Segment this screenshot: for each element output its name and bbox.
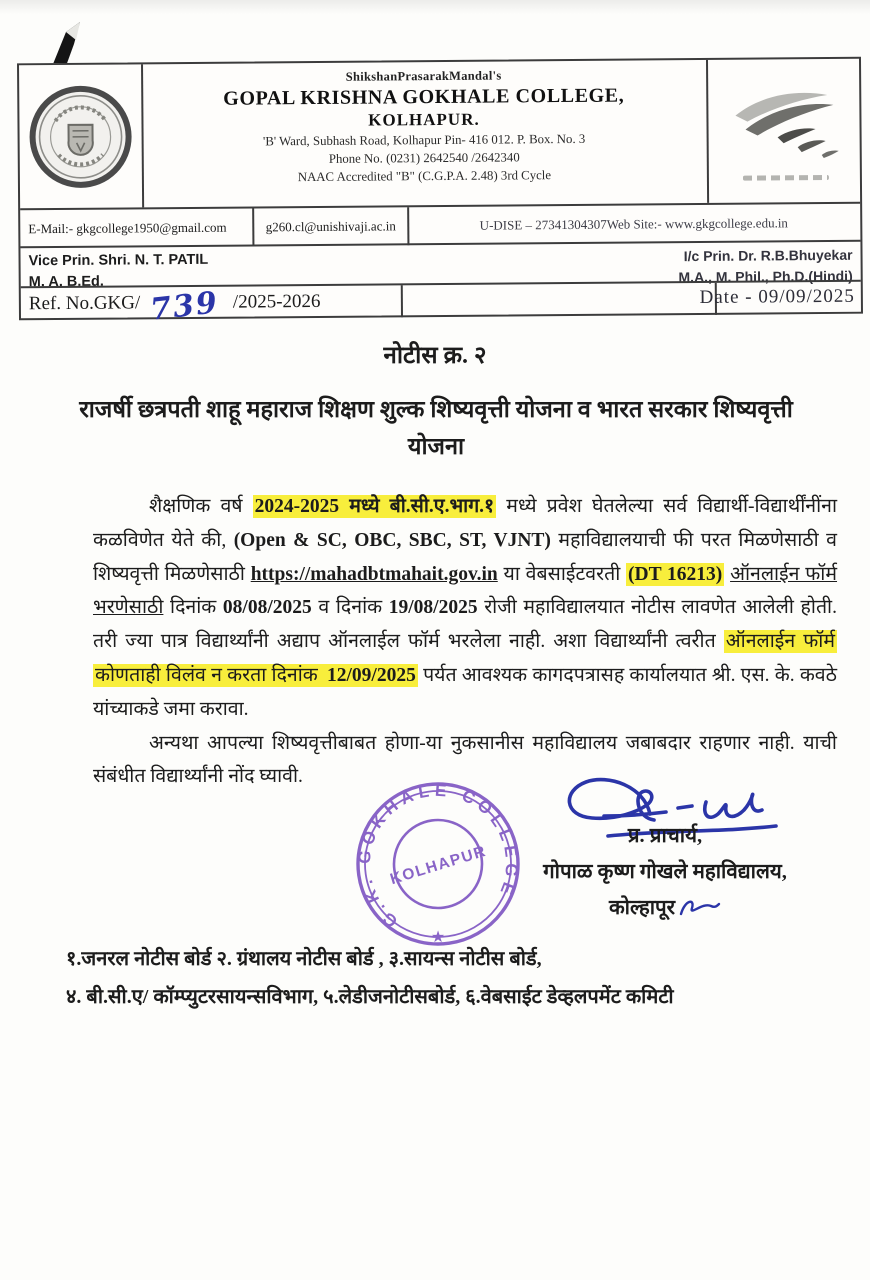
college-phone: Phone No. (0231) 2642540 /2642340 bbox=[328, 150, 520, 166]
principal-qualification: M.A., M. Phil., Ph.D.(Hindi) bbox=[678, 267, 853, 286]
highlighted-dt-code: (DT 16213) bbox=[628, 563, 723, 585]
ref-prefix: Ref. No.GKG/ bbox=[28, 292, 141, 315]
signatory-designation: प्र. प्राचार्य, bbox=[627, 825, 703, 847]
underlined-online-form: ऑनलाईन फॉर्म भरणेसाठी bbox=[93, 563, 838, 619]
notice-date: Date - 09/09/2025 bbox=[699, 285, 855, 308]
signatory-block bbox=[500, 818, 830, 926]
body-text-segment: मध्ये प्रवेश घेतलेल्या सर्व विद्यार्थी-विद्यार्थींनींना कळविणेत येते की, bbox=[93, 496, 837, 551]
swoosh-logo-caption-illegible bbox=[742, 175, 828, 181]
body-text-segment: शैक्षणिक वर्ष bbox=[149, 496, 253, 517]
distribution-line-1: १.जनरल नोटीस बोर्ड २. ग्रंथालय नोटीस बोर्ड , ३.सायन्स नोटीस बोर्ड, bbox=[66, 948, 542, 970]
ref-date-row bbox=[21, 280, 861, 328]
body-text-segment: रोजी महाविद्यालयात नोटीस लावणेत आलेली होती. तरी ज्या पात्र विद्यार्थ्यांनी अद्याप ऑनलाईल फॉर्म भरलेला नाही. अशा विद्यार्थ्यांनी त्वरीत bbox=[93, 597, 837, 653]
college-emblem-cell bbox=[19, 64, 144, 208]
letterhead bbox=[17, 57, 863, 328]
principal-name: I/c Prin. Dr. R.B.Bhuyekar bbox=[683, 246, 853, 265]
swoosh-logo-icon bbox=[725, 81, 846, 166]
highlighted-deadline-text: ऑनलाईन फॉर्म कोणताही विलंव न करता दिनांक bbox=[95, 631, 836, 686]
vice-principal-name: Vice Prin. Shri. N. T. PATIL bbox=[28, 251, 209, 270]
date-2: 19/08/2025 bbox=[388, 597, 478, 619]
signatory-city: कोल्हापूर bbox=[608, 897, 676, 919]
society-name: ShikshanPrasarakMandal's bbox=[345, 68, 502, 84]
body-text-segment: या वेबसाईटवरती bbox=[497, 563, 627, 585]
ref-number-handwritten: 739 bbox=[148, 285, 222, 328]
college-address: 'B' Ward, Subhash Road, Kolhapur Pin- 416 012. P. Box. No. 3 bbox=[262, 131, 586, 149]
category-list: (Open & SC, OBC, SBC, ST, VJNT) bbox=[233, 529, 551, 551]
letterhead-top-row bbox=[19, 59, 860, 209]
stamp-ring-text: G.K. GOKHALE COLLEGE bbox=[354, 780, 522, 932]
body-text-segment: दिनांक bbox=[163, 597, 223, 619]
udise-website: U-DISE – 27341304307Web Site:- www.gkgcollege.edu.in bbox=[479, 215, 788, 233]
stamp-center-text: KOLHAPUR bbox=[388, 842, 489, 889]
signatory-college: गोपाळ कृष्ण गोखले महाविद्यालय, bbox=[543, 861, 787, 883]
naac-accreditation: NAAC Accredited "B" (C.G.P.A. 2.48) 3rd Cycle bbox=[297, 168, 552, 185]
college-name: GOPAL KRISHNA GOKHALE COLLEGE, bbox=[223, 84, 625, 110]
body-text-segment: महाविद्यालयाची फी परत मिळणेसाठी व शिष्यवृत्ती मिळणेसाठी bbox=[93, 529, 837, 585]
scan-top-edge bbox=[0, 0, 870, 14]
notice-heading: राजर्षी छत्रपती शाहू महाराज शिक्षण शुल्क शिष्यवृत्ती योजना व भारत सरकार शिष्यवृत्ती योजना bbox=[79, 397, 793, 460]
paragraph-2: अन्यथा आपल्या शिष्यवृत्तीबाबत होणा-या नुकसानीस महाविद्यालय जबाबदार राहणार नाही. याची संबंधीत विद्यार्थ्यांनी नोंद घ्यावी. bbox=[93, 732, 837, 788]
college-seal-icon bbox=[28, 84, 133, 189]
stamp-star: ★ bbox=[430, 929, 446, 946]
distribution-list bbox=[66, 940, 826, 1016]
date-1: 08/08/2025 bbox=[222, 597, 312, 619]
portal-url: https://mahadbtmahait.gov.in bbox=[250, 563, 498, 585]
highlighted-year-course: 2024-2025 मध्ये बी.सी.ए.भाग.१ bbox=[254, 496, 495, 517]
initial-scribble-ink bbox=[677, 896, 721, 920]
email-primary: E-Mail:- gkgcollege1950@gmail.com bbox=[20, 208, 254, 248]
signatory-city-row bbox=[609, 890, 721, 926]
college-city: KOLHAPUR. bbox=[368, 109, 480, 130]
distribution-line-2: ४. बी.सी.ए/ कॉम्प्युटरसायन्सविभाग, ५.लेडीजनोटीसबोर्ड, ६.वेबसाईट डेव्हलपमेंट कमिटी bbox=[66, 986, 674, 1008]
notice-number: नोटीस क्र. २ bbox=[383, 343, 487, 369]
secondary-logo-cell bbox=[706, 59, 862, 203]
ref-suffix: /2025-2026 bbox=[232, 290, 321, 313]
letterhead-center bbox=[141, 60, 707, 207]
email-secondary: g260.cl@unishivaji.ac.in bbox=[254, 207, 409, 246]
notice-body bbox=[93, 490, 837, 794]
ref-number bbox=[21, 285, 403, 328]
vice-principal-qualification: M. A. B.Ed. bbox=[28, 273, 104, 291]
highlighted-deadline-date: 12/09/2025 bbox=[327, 664, 416, 686]
body-text-segment: व दिनांक bbox=[311, 597, 389, 619]
paragraph-1 bbox=[93, 490, 837, 727]
body-text-segment: पर्यत आवश्यक कागदपत्रासह कार्यालयात श्री. एस. के. कवठे यांच्याकडे जमा करावा. bbox=[93, 664, 837, 720]
